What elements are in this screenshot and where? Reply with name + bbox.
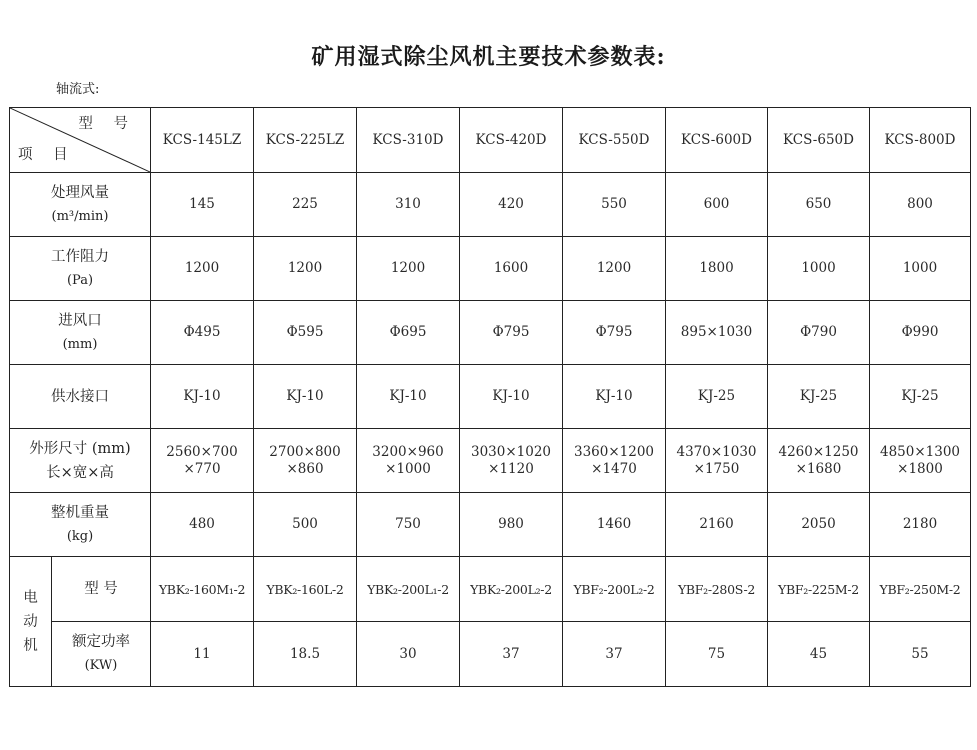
weight-label bbox=[10, 493, 151, 557]
row-label: 处理风量 bbox=[51, 184, 109, 201]
table-cell: KJ-10 bbox=[254, 365, 357, 429]
table-cell: 480 bbox=[151, 493, 254, 557]
table-cell: KJ-10 bbox=[357, 365, 460, 429]
model-header: KCS-800D bbox=[870, 108, 971, 173]
table-cell: KJ-10 bbox=[460, 365, 563, 429]
table-cell: 225 bbox=[254, 173, 357, 237]
weight-row bbox=[10, 493, 971, 557]
model-header: KCS-310D bbox=[357, 108, 460, 173]
table-cell: 55 bbox=[870, 622, 971, 687]
table-cell: 750 bbox=[357, 493, 460, 557]
table-cell: 2700×800 ×860 bbox=[254, 429, 357, 493]
table-cell: 550 bbox=[563, 173, 666, 237]
table-cell: 18.5 bbox=[254, 622, 357, 687]
table-cell: Φ795 bbox=[563, 301, 666, 365]
table-cell: Φ990 bbox=[870, 301, 971, 365]
row-label: 工作阻力 bbox=[51, 248, 109, 265]
table-cell: 1000 bbox=[768, 237, 870, 301]
table-cell: 3360×1200 ×1470 bbox=[563, 429, 666, 493]
table-cell: KJ-10 bbox=[563, 365, 666, 429]
page-title: 矿用湿式除尘风机主要技术参数表: bbox=[311, 44, 666, 70]
table-cell: KJ-25 bbox=[768, 365, 870, 429]
header-row bbox=[10, 108, 971, 173]
table-cell: YBF₂-225M-2 bbox=[768, 557, 870, 622]
table-cell: 2560×700 ×770 bbox=[151, 429, 254, 493]
table-cell: 420 bbox=[460, 173, 563, 237]
table-cell: YBF₂-200L₂-2 bbox=[563, 557, 666, 622]
model-header: KCS-600D bbox=[666, 108, 768, 173]
table-cell: 45 bbox=[768, 622, 870, 687]
water-label: 供水接口 bbox=[10, 365, 151, 429]
table-cell: 3200×960 ×1000 bbox=[357, 429, 460, 493]
table-cell: YBF₂-250M-2 bbox=[870, 557, 971, 622]
table-cell: 310 bbox=[357, 173, 460, 237]
row-unit: (Pa) bbox=[66, 272, 94, 288]
table-cell: 650 bbox=[768, 173, 870, 237]
table-cell: 1200 bbox=[151, 237, 254, 301]
table-cell: 11 bbox=[151, 622, 254, 687]
row-unit: 长×宽×高 bbox=[46, 464, 114, 481]
corner-item-label: 项 目 bbox=[18, 147, 76, 163]
table-cell: 145 bbox=[151, 173, 254, 237]
table-cell: Φ795 bbox=[460, 301, 563, 365]
resistance-row bbox=[10, 237, 971, 301]
table-cell: KJ-25 bbox=[666, 365, 768, 429]
dimensions-label bbox=[10, 429, 151, 493]
table-cell: 1200 bbox=[563, 237, 666, 301]
table-cell: Φ595 bbox=[254, 301, 357, 365]
table-cell: 800 bbox=[870, 173, 971, 237]
table-cell: 4260×1250 ×1680 bbox=[768, 429, 870, 493]
table-cell: 75 bbox=[666, 622, 768, 687]
motor-group-label: 电 动 机 bbox=[10, 557, 52, 687]
table-cell: KJ-25 bbox=[870, 365, 971, 429]
airflow-label bbox=[10, 173, 151, 237]
table-cell: 1800 bbox=[666, 237, 768, 301]
table-cell: 2180 bbox=[870, 493, 971, 557]
row-unit: (kg) bbox=[66, 528, 94, 544]
row-unit: (mm) bbox=[62, 336, 98, 352]
table-subtitle: 轴流式: bbox=[56, 82, 100, 97]
corner-model-label: 型 号 bbox=[78, 116, 136, 132]
table-cell: 2050 bbox=[768, 493, 870, 557]
dimensions-row bbox=[10, 429, 971, 493]
table-cell: 980 bbox=[460, 493, 563, 557]
table-cell: Φ695 bbox=[357, 301, 460, 365]
model-header: KCS-550D bbox=[563, 108, 666, 173]
motor-power-row bbox=[10, 622, 971, 687]
water-row bbox=[10, 365, 971, 429]
table-cell: YBF₂-280S-2 bbox=[666, 557, 768, 622]
row-label: 进风口 bbox=[58, 312, 102, 329]
motor-model-row bbox=[10, 557, 971, 622]
table-cell: 500 bbox=[254, 493, 357, 557]
table-cell: YBK₂-200L₂-2 bbox=[460, 557, 563, 622]
inlet-row bbox=[10, 301, 971, 365]
row-label: 额定功率 bbox=[72, 634, 130, 650]
resistance-label bbox=[10, 237, 151, 301]
table-cell: 1200 bbox=[357, 237, 460, 301]
table-cell: 1460 bbox=[563, 493, 666, 557]
table-cell: Φ790 bbox=[768, 301, 870, 365]
table-cell: 1600 bbox=[460, 237, 563, 301]
table-cell: YBK₂-200L₁-2 bbox=[357, 557, 460, 622]
motor-power-label bbox=[52, 622, 151, 687]
table-cell: 37 bbox=[563, 622, 666, 687]
table-cell: 3030×1020 ×1120 bbox=[460, 429, 563, 493]
row-unit: (m³/min) bbox=[51, 208, 109, 224]
table-cell: 2160 bbox=[666, 493, 768, 557]
spec-table bbox=[9, 107, 971, 687]
table-cell: 4850×1300 ×1800 bbox=[870, 429, 971, 493]
table-cell: 895×1030 bbox=[666, 301, 768, 365]
table-cell: KJ-10 bbox=[151, 365, 254, 429]
table-cell: YBK₂-160L-2 bbox=[254, 557, 357, 622]
corner-cell bbox=[10, 108, 151, 173]
model-header: KCS-420D bbox=[460, 108, 563, 173]
table-cell: 4370×1030 ×1750 bbox=[666, 429, 768, 493]
table-cell: 30 bbox=[357, 622, 460, 687]
table-cell: 1000 bbox=[870, 237, 971, 301]
model-header: KCS-650D bbox=[768, 108, 870, 173]
row-label: 整机重量 bbox=[51, 504, 109, 521]
table-cell: 600 bbox=[666, 173, 768, 237]
table-cell: 37 bbox=[460, 622, 563, 687]
motor-model-label: 型 号 bbox=[52, 557, 151, 622]
row-unit: (KW) bbox=[84, 658, 118, 673]
table-cell: Φ495 bbox=[151, 301, 254, 365]
model-header: KCS-225LZ bbox=[254, 108, 357, 173]
table-cell: YBK₂-160M₁-2 bbox=[151, 557, 254, 622]
row-label: 外形尺寸 (mm) bbox=[29, 440, 131, 457]
model-header: KCS-145LZ bbox=[151, 108, 254, 173]
table-cell: 1200 bbox=[254, 237, 357, 301]
inlet-label bbox=[10, 301, 151, 365]
airflow-row bbox=[10, 173, 971, 237]
